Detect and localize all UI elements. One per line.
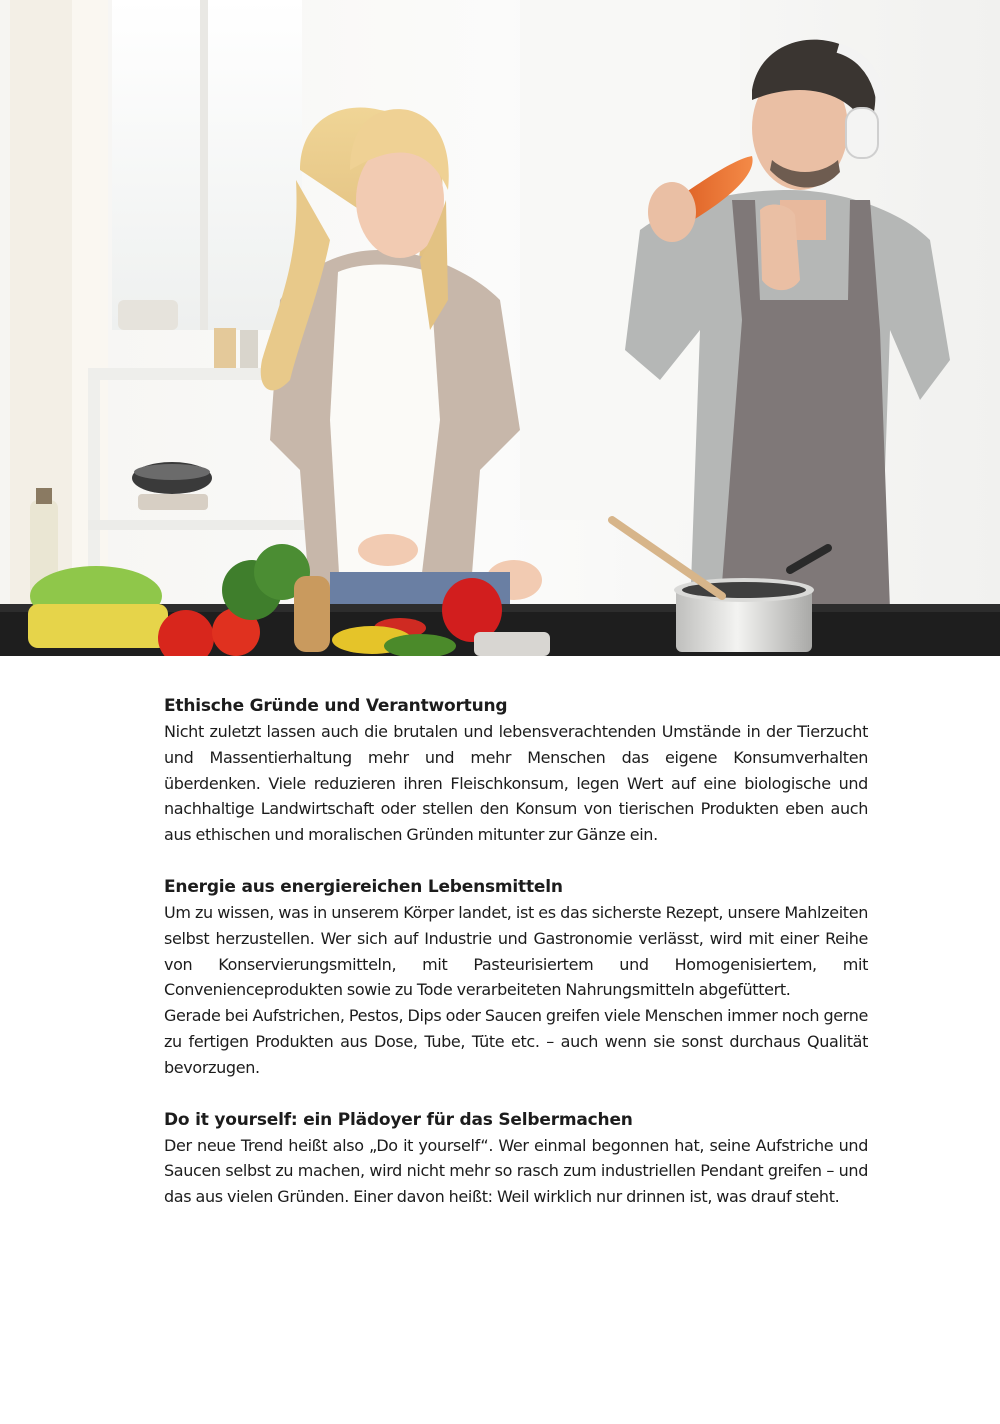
photo-couple-cooking-icon xyxy=(0,0,1000,656)
section-diy xyxy=(164,1107,868,1210)
section-body: Um zu wissen, was in unserem Körper landet, ist es das sicherste Rezept, unsere Mahlzeiten selbst herzustellen. Wer sich auf Industrie und Gastronomie verlässt, wird mit einer Reihe von Konservierungsmitteln, mit Pasteurisiertem und Homogenisiertem, mit Convenienceprodukten sowie zu Tode verarbeiteten Nahrungsmitteln abgefüttert. xyxy=(164,902,868,1000)
section-heading: Ethische Gründe und Verantwortung xyxy=(164,696,508,716)
hero-photo xyxy=(0,0,1000,656)
section-body: Der neue Trend heißt also „Do it yourself“. Wer einmal begonnen hat, seine Aufstriche und Saucen selbst zu machen, wird nicht mehr so rasch zum industriellen Pendant greifen – und das aus vielen Gründen. Einer davon heißt: Weil wirklich nur drinnen ist, was drauf steht. xyxy=(164,1135,868,1207)
section-ethics xyxy=(164,693,868,848)
section-heading: Energie aus energiereichen Lebensmitteln xyxy=(164,876,563,897)
section-heading: Do it yourself: ein Plädoyer für das Selbermachen xyxy=(164,1109,633,1130)
section-body-continued: Gerade bei Aufstrichen, Pestos, Dips oder Saucen greifen viele Menschen immer noch gerne zu fertigen Produkten aus Dose, Tube, Tüte etc. – auch wenn sie sonst durchaus Qualität bevorzugen. xyxy=(164,1006,868,1077)
article xyxy=(164,693,868,1236)
section-energy xyxy=(164,874,868,1081)
section-body: Nicht zuletzt lassen auch die brutalen und lebensverachtenden Umstände in der Tierzucht und Massentierhaltung mehr und mehr Menschen das eigene Konsumverhalten überdenken. Viele reduzieren ihren Fleischkonsum, legen Wert auf eine biologische und nachhaltige Landwirtschaft oder stellen den Konsum von tierischen Produkten eben auch aus ethischen und moralischen Gründen mitunter zur Gänze ein. xyxy=(164,722,868,845)
